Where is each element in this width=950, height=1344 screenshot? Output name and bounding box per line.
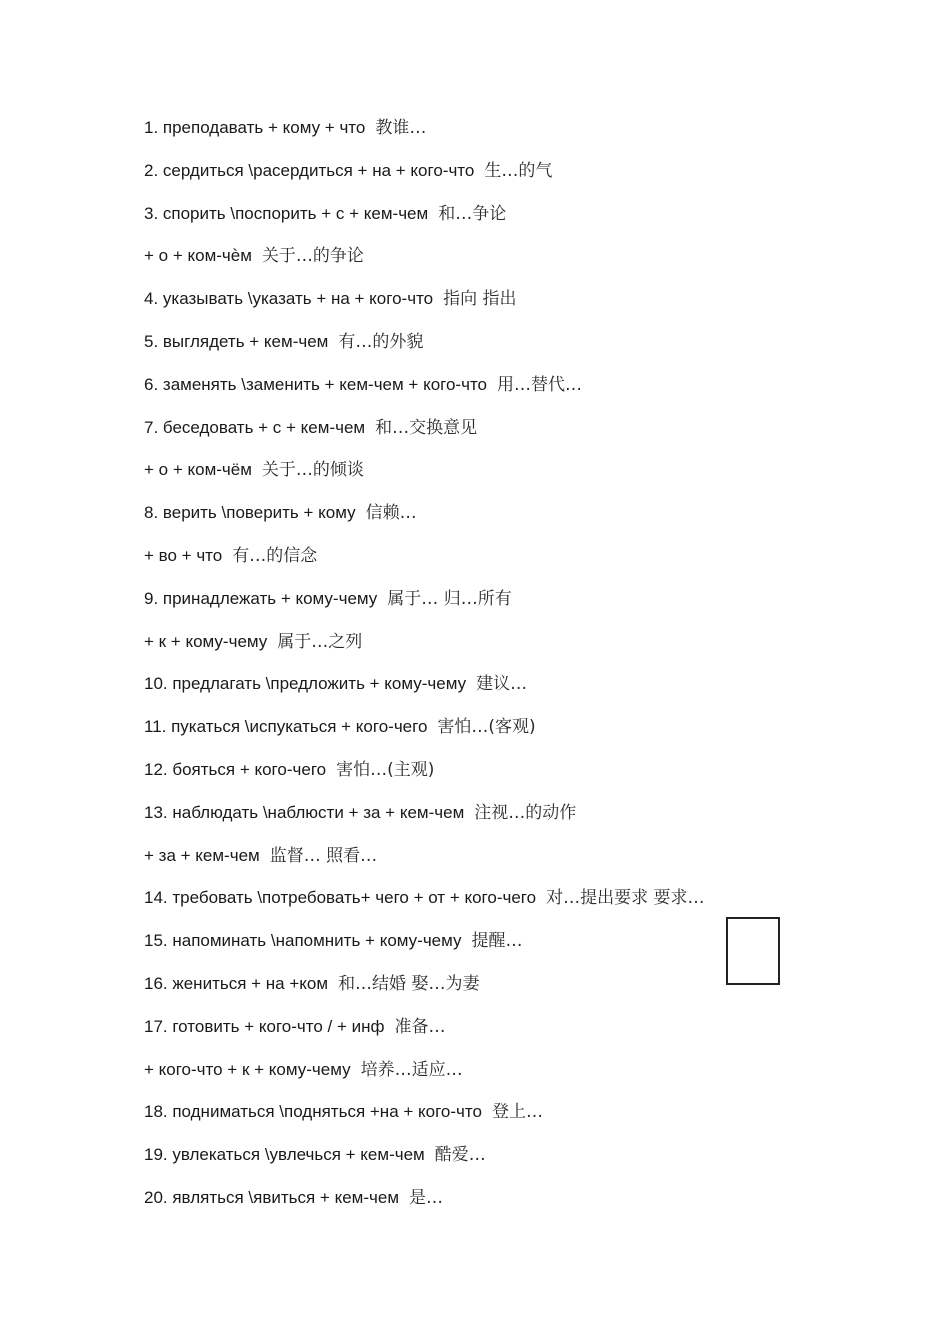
chinese-gloss: 和…争论 xyxy=(438,203,507,224)
list-item xyxy=(144,202,904,245)
russian-phrase: 13. наблюдать \наблюсти + за + кем-чем xyxy=(144,802,465,822)
chinese-gloss: 有…的信念 xyxy=(232,545,318,566)
list-item xyxy=(144,330,904,373)
list-item xyxy=(144,287,904,330)
list-item xyxy=(144,844,904,887)
russian-phrase: 1. преподавать + кому + что xyxy=(144,118,366,137)
list-item xyxy=(144,929,904,972)
chinese-gloss: 教谁… xyxy=(375,118,427,138)
list-item xyxy=(144,1186,904,1229)
chinese-gloss: 建议… xyxy=(476,674,528,695)
russian-phrase: + о + ком-чѐм xyxy=(144,246,252,266)
chinese-gloss: 用…替代… xyxy=(497,374,583,395)
chinese-gloss: 和…结婚 娶…为妻 xyxy=(338,973,480,994)
russian-phrase: 8. верить \поверить + кому xyxy=(144,503,356,523)
russian-phrase: 2. сердиться \расердиться + на + кого-что xyxy=(144,160,475,180)
list-item xyxy=(144,416,904,459)
russian-phrase: + о + ком-чём xyxy=(144,460,252,480)
chinese-gloss: 有…的外貌 xyxy=(338,331,424,352)
list-item xyxy=(144,672,904,715)
list-item xyxy=(144,1058,904,1101)
chinese-gloss: 属于…之列 xyxy=(277,631,363,652)
verb-list xyxy=(144,116,904,1229)
list-item xyxy=(144,801,904,844)
list-item xyxy=(144,1143,904,1186)
russian-phrase: 14. требовать \потребовать+ чего + от + кого-чего xyxy=(144,888,537,908)
chinese-gloss: 指向 指出 xyxy=(443,289,517,310)
list-item xyxy=(144,373,904,416)
russian-phrase: 12. бояться + кого-чего xyxy=(144,759,327,779)
russian-phrase: + к + кому-чему xyxy=(144,631,268,651)
chinese-gloss: 关于…的争论 xyxy=(261,246,364,267)
list-item xyxy=(144,886,904,929)
russian-phrase: + за + кем-чем xyxy=(144,845,260,865)
russian-phrase: 10. предлагать \предложить + кому-чему xyxy=(144,674,467,694)
list-item xyxy=(144,1015,904,1058)
list-item xyxy=(144,159,904,202)
list-item xyxy=(144,544,904,587)
empty-box-marker xyxy=(726,917,780,985)
chinese-gloss: 属于… 归…所有 xyxy=(387,588,512,609)
list-item xyxy=(144,630,904,673)
list-item xyxy=(144,715,904,758)
list-item xyxy=(144,1100,904,1143)
list-item xyxy=(144,587,904,630)
russian-phrase: 3. спорить \поспорить + с + кем-чем xyxy=(144,203,429,223)
list-item xyxy=(144,244,904,287)
chinese-gloss: 关于…的倾谈 xyxy=(261,460,364,481)
list-item xyxy=(144,116,904,159)
russian-phrase: + во + что xyxy=(144,545,223,565)
russian-phrase: 6. заменять \заменить + кем-чем + кого-что xyxy=(144,374,488,394)
russian-phrase: 18. подниматься \подняться +на + кого-что xyxy=(144,1102,482,1122)
russian-phrase: 5. выглядеть + кем-чем xyxy=(144,331,329,351)
chinese-gloss: 信赖… xyxy=(365,503,417,524)
chinese-gloss: 对…提出要求 要求… xyxy=(546,888,705,909)
russian-phrase: 4. указывать \указать + на + кого-что xyxy=(144,289,434,309)
list-item xyxy=(144,758,904,801)
chinese-gloss: 是… xyxy=(409,1187,444,1208)
chinese-gloss: 准备… xyxy=(394,1016,446,1037)
russian-phrase: 9. принадлежать + кому-чему xyxy=(144,588,378,608)
chinese-gloss: 监督… 照看… xyxy=(269,845,378,866)
list-item xyxy=(144,972,904,1015)
chinese-gloss: 登上… xyxy=(491,1102,543,1123)
chinese-gloss: 害怕…(客观) xyxy=(437,717,536,738)
chinese-gloss: 生…的气 xyxy=(484,160,553,181)
russian-phrase: 19. увлекаться \увлечься + кем-чем xyxy=(144,1145,425,1165)
chinese-gloss: 和…交换意见 xyxy=(375,417,478,438)
chinese-gloss: 培养…适应… xyxy=(360,1059,463,1080)
chinese-gloss: 注视…的动作 xyxy=(474,802,577,823)
russian-phrase: 16. жениться + на +ком xyxy=(144,973,329,993)
russian-phrase: + кого-что + к + кому-чему xyxy=(144,1059,351,1079)
chinese-gloss: 害怕…(主观) xyxy=(336,759,435,780)
russian-phrase: 20. являться \явиться + кем-чем xyxy=(144,1187,400,1207)
chinese-gloss: 酷爱… xyxy=(434,1145,486,1166)
list-item xyxy=(144,458,904,501)
russian-phrase: 11. пукаться \испукаться + кого-чего xyxy=(144,717,428,737)
russian-phrase: 7. беседовать + с + кем-чем xyxy=(144,417,366,437)
list-item xyxy=(144,501,904,544)
russian-phrase: 17. готовить + кого-что / + инф xyxy=(144,1016,385,1036)
russian-phrase: 15. напоминать \напомнить + кому-чему xyxy=(144,931,462,951)
chinese-gloss: 提醒… xyxy=(471,931,523,952)
